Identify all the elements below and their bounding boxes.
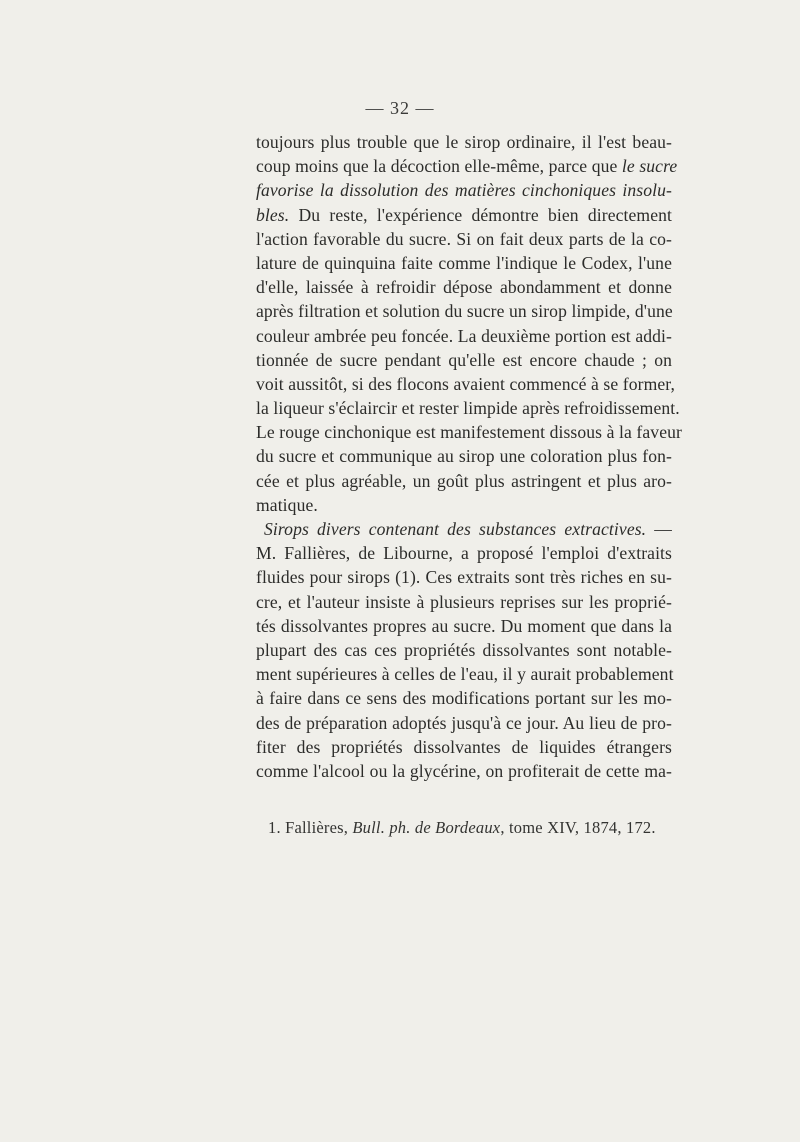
text-line: comme l'alcool ou la glycérine, on profiterait de cette ma- (256, 760, 672, 781)
text-line: favorise la dissolution des matières cinchoniques insolu- (256, 180, 672, 201)
text-line: tionnée de sucre pendant qu'elle est encore chaude ; on (256, 349, 672, 370)
text-line: matique. (256, 494, 318, 515)
text-line: voit aussitôt, si des flocons avaient commencé à se former, (256, 373, 676, 394)
text-line: M. Fallières, de Libourne, a proposé l'emploi d'extraits (256, 543, 672, 564)
text-line: bles. Du reste, l'expérience démontre bien directement (256, 204, 672, 225)
text-line: Le rouge cinchonique est manifestement dissous à la faveur (256, 422, 682, 443)
footnote (268, 816, 668, 840)
text-line: tés dissolvantes propres au sucre. Du moment que dans la (256, 615, 672, 636)
footnote-details: , tome XIV, 1874, 172. (500, 818, 656, 837)
text-line: plupart des cas ces propriétés dissolvantes sont notable- (256, 639, 672, 660)
footnote-author: Fallières, (285, 818, 349, 837)
section-heading: Sirops divers contenant des substances extractives. — (264, 519, 672, 539)
text-line: l'action favorable du sucre. Si on fait deux parts de la co- (256, 228, 672, 249)
text-line: la liqueur s'éclaircir et rester limpide après refroidissement. (256, 398, 680, 419)
text-line: cée et plus agréable, un goût plus astringent et plus aro- (256, 470, 672, 491)
text-line: fluides pour sirops (1). Ces extraits sont très riches en su- (256, 567, 672, 588)
text-line: lature de quinquina faite comme l'indique le Codex, l'une (256, 252, 672, 273)
text-line: toujours plus trouble que le sirop ordinaire, il l'est beau- (256, 132, 672, 152)
text-line: ment supérieures à celles de l'eau, il y aurait probablement (256, 664, 674, 685)
text-line: fiter des propriétés dissolvantes de liquides étrangers (256, 736, 672, 757)
text-line: des de préparation adoptés jusqu'à ce jour. Au lieu de pro- (256, 712, 672, 733)
text-line: couleur ambrée peu foncée. La deuxième portion est addi- (256, 325, 672, 346)
text-line: cre, et l'auteur insiste à plusieurs reprises sur les proprié- (256, 591, 672, 612)
footnote-number: 1. (268, 818, 281, 837)
text-line: à faire dans ce sens des modifications portant sur les mo- (256, 688, 672, 709)
footnote-journal: Bull. ph. de Bordeaux (352, 818, 501, 837)
text-line: du sucre et communique au sirop une coloration plus fon- (256, 446, 672, 467)
text-line: d'elle, laissée à refroidir dépose abondamment et donne (256, 277, 672, 298)
text-line: après filtration et solution du sucre un sirop limpide, d'une (256, 301, 673, 322)
text-line: coup moins que la décoction elle-même, parce que le sucre (256, 156, 678, 177)
page-number: — 32 — (365, 98, 435, 118)
main-text (256, 130, 682, 783)
